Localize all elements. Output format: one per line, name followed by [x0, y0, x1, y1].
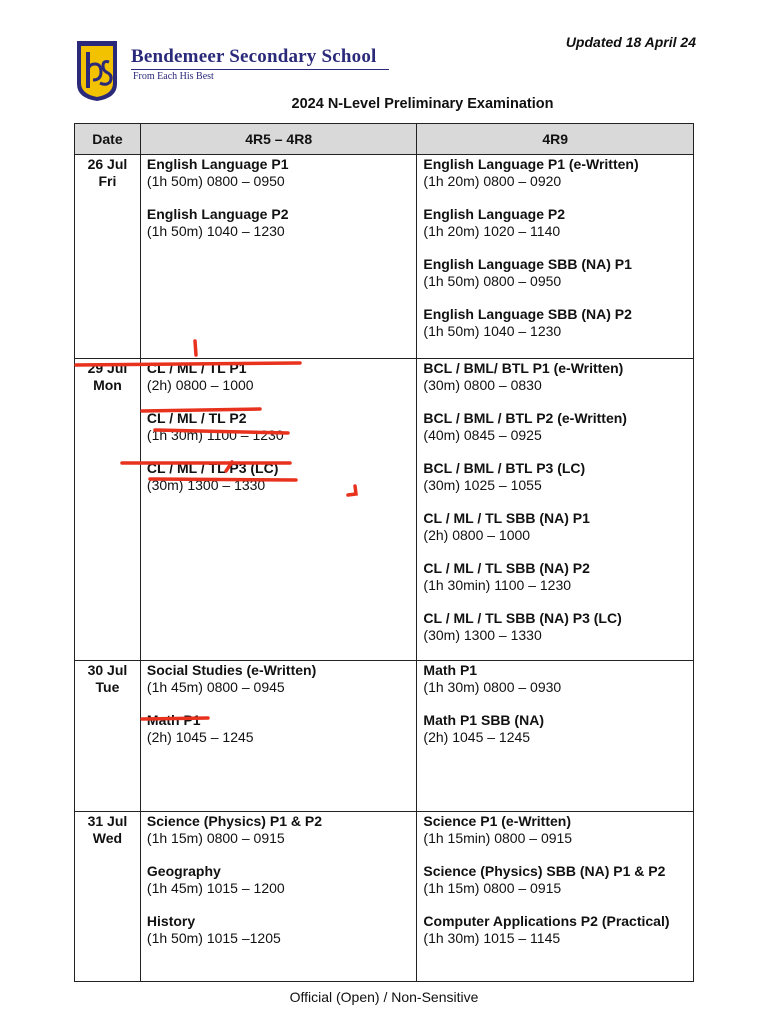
table-row	[75, 661, 694, 812]
exam-time: (2h) 0800 – 1000	[146, 377, 254, 393]
column-header-4r9: 4R9	[417, 124, 694, 155]
logo-divider	[131, 69, 389, 70]
exam-time: (1h 45m) 0800 – 0945	[146, 679, 285, 695]
date-cell	[75, 661, 141, 812]
exam-subject: BCL / BML / BTL P3 (LC)	[423, 460, 586, 476]
exam-entry	[147, 662, 411, 696]
exam-time: (40m) 0845 – 0925	[423, 427, 542, 443]
exam-subject: Science (Physics) P1 & P2	[146, 813, 322, 829]
school-crest-icon	[73, 38, 121, 102]
exam-time: (1h 30min) 1100 – 1230	[423, 577, 572, 593]
table-row	[75, 359, 694, 661]
exam-schedule-table	[74, 123, 694, 982]
exam-time: (30m) 0800 – 0830	[423, 377, 542, 393]
exam-entry	[147, 863, 411, 897]
day-label: Mon	[93, 377, 122, 393]
exam-subject: CL / ML / TL P3 (LC)	[146, 460, 279, 476]
exam-time: (30m) 1025 – 1055	[423, 477, 542, 493]
exam-time: (30m) 1300 – 1330	[423, 627, 542, 643]
exam-entry	[423, 662, 687, 696]
exam-time: (2h) 1045 – 1245	[423, 729, 531, 745]
schedule-cell-4r9	[417, 812, 694, 982]
table-row	[75, 812, 694, 982]
exam-entry	[423, 256, 687, 290]
schedule-cell-4r9	[417, 155, 694, 359]
exam-subject: English Language P1 (e-Written)	[423, 156, 639, 172]
school-name: Bendemeer Secondary School	[131, 46, 377, 67]
exam-subject: Math P1 SBB (NA)	[423, 712, 544, 728]
exam-entry	[423, 610, 687, 644]
exam-subject: CL / ML / TL P2	[146, 410, 247, 426]
exam-time: (1h 50m) 0800 – 0950	[423, 273, 562, 289]
date-label: 31 Jul	[87, 813, 128, 829]
date-label: 26 Jul	[87, 156, 128, 172]
exam-entry	[423, 206, 687, 240]
schedule-cell-4r9	[417, 359, 694, 661]
exam-entry	[423, 863, 687, 897]
exam-time: (1h 30m) 0800 – 0930	[423, 679, 562, 695]
exam-subject: BCL / BML/ BTL P1 (e-Written)	[423, 360, 624, 376]
exam-time: (1h 30m) 1015 – 1145	[423, 930, 561, 946]
exam-entry	[423, 560, 687, 594]
exam-subject: English Language P1	[146, 156, 289, 172]
exam-time: (1h 30m) 1100 – 1230	[146, 427, 284, 443]
exam-subject: English Language P2	[423, 206, 566, 222]
exam-time: (1h 45m) 1015 – 1200	[146, 880, 285, 896]
exam-subject: CL / ML / TL SBB (NA) P3 (LC)	[423, 610, 622, 626]
exam-subject: History	[146, 913, 196, 929]
schedule-cell-4r9	[417, 661, 694, 812]
exam-entry	[423, 360, 687, 394]
exam-entry	[423, 306, 687, 340]
exam-entry	[147, 712, 411, 746]
exam-time: (1h 50m) 1040 – 1230	[146, 223, 285, 239]
table-header-row	[75, 124, 694, 155]
exam-time: (1h 50m) 1040 – 1230	[423, 323, 562, 339]
day-label: Fri	[98, 173, 117, 189]
school-motto: From Each His Best	[133, 71, 214, 82]
date-label: 29 Jul	[87, 360, 128, 376]
date-label: 30 Jul	[87, 662, 128, 678]
exam-entry	[147, 913, 411, 947]
schedule-cell-4r5-4r8	[140, 812, 417, 982]
schedule-cell-4r5-4r8	[140, 661, 417, 812]
exam-subject: Science (Physics) SBB (NA) P1 & P2	[423, 863, 666, 879]
date-cell	[75, 359, 141, 661]
exam-subject: English Language SBB (NA) P2	[423, 306, 632, 322]
classification-footer: Official (Open) / Non-Sensitive	[289, 989, 479, 1005]
date-cell	[75, 155, 141, 359]
exam-entry	[147, 410, 411, 444]
date-cell	[75, 812, 141, 982]
exam-time: (1h 20m) 0800 – 0920	[423, 173, 562, 189]
column-header-date: Date	[75, 124, 141, 155]
exam-entry	[423, 913, 687, 947]
exam-entry	[423, 460, 687, 494]
exam-entry	[147, 813, 411, 847]
exam-time: (1h 15m) 0800 – 0915	[423, 880, 562, 896]
exam-entry	[423, 510, 687, 544]
exam-entry	[147, 156, 411, 190]
exam-entry	[423, 156, 687, 190]
exam-subject: CL / ML / TL SBB (NA) P2	[423, 560, 590, 576]
exam-subject: English Language SBB (NA) P1	[423, 256, 632, 272]
exam-subject: Geography	[146, 863, 221, 879]
exam-time: (30m) 1300 – 1330	[146, 477, 266, 493]
exam-entry	[147, 360, 411, 394]
schedule-cell-4r5-4r8	[140, 155, 417, 359]
exam-subject: Math P1	[423, 662, 478, 678]
document-title: 2024 N-Level Preliminary Examination	[291, 96, 554, 112]
exam-subject: CL / ML / TL SBB (NA) P1	[423, 510, 590, 526]
exam-entry	[147, 206, 411, 240]
exam-subject: Science P1 (e-Written)	[423, 813, 571, 829]
schedule-cell-4r5-4r8	[140, 359, 417, 661]
exam-subject: CL / ML / TL P1	[146, 360, 247, 376]
exam-entry	[423, 813, 687, 847]
exam-subject: Social Studies (e-Written)	[146, 662, 317, 678]
exam-subject: English Language P2	[146, 206, 289, 222]
exam-time: (1h 15m) 0800 – 0915	[146, 830, 285, 846]
exam-time: (1h 50m) 1015 –1205	[146, 930, 281, 946]
exam-entry	[423, 410, 687, 444]
table-row	[75, 155, 694, 359]
updated-date: Updated 18 April 24	[565, 34, 696, 50]
school-logo	[73, 38, 391, 102]
exam-subject: Math P1	[146, 712, 201, 728]
exam-time: (2h) 0800 – 1000	[423, 527, 531, 543]
exam-time: (1h 15min) 0800 – 0915	[423, 830, 573, 846]
column-header-4r5-4r8: 4R5 – 4R8	[140, 124, 417, 155]
exam-subject: BCL / BML / BTL P2 (e-Written)	[423, 410, 627, 426]
exam-subject: Computer Applications P2 (Practical)	[423, 913, 670, 929]
day-label: Tue	[95, 679, 120, 695]
day-label: Wed	[92, 830, 123, 846]
exam-time: (1h 50m) 0800 – 0950	[146, 173, 285, 189]
exam-entry	[147, 460, 411, 494]
exam-entry	[423, 712, 687, 746]
exam-time: (2h) 1045 – 1245	[146, 729, 254, 745]
exam-time: (1h 20m) 1020 – 1140	[423, 223, 561, 239]
